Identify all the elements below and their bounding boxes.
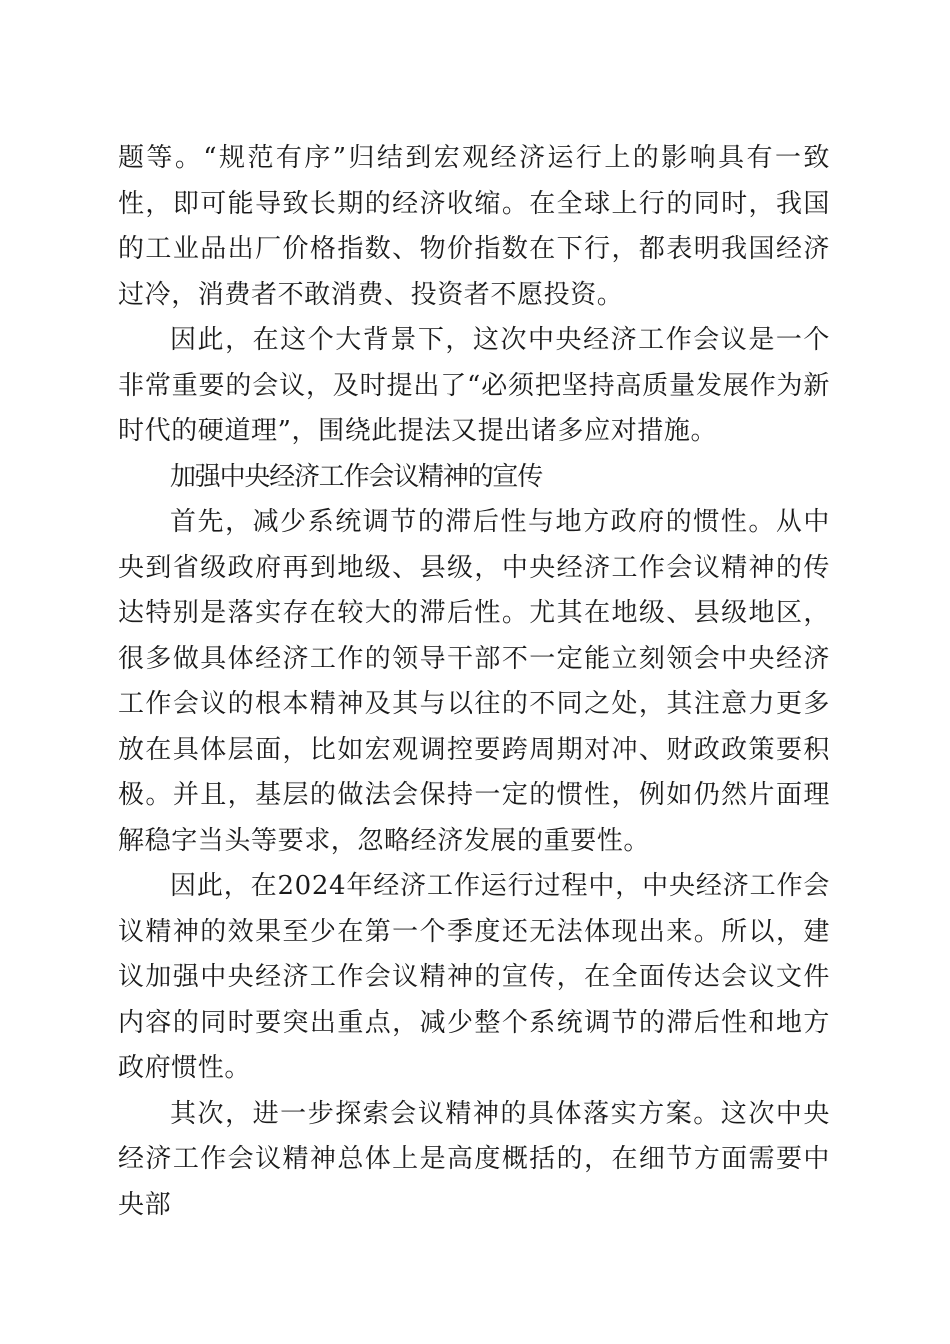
- section-heading: 加强中央经济工作会议精神的宣传: [170, 461, 543, 492]
- paragraph-continuation: 题等。“规范有序”归结到宏观经济运行上的影响具有一致性，即可能导致长期的经济收缩。在全球上行的同时，我国的工业品出厂价格指数、物价指数在下行，都表明我国经济过冷，消费者不敢消费、投资者不愿投资。: [118, 143, 830, 310]
- paragraph-background: 因此，在这个大背景下，这次中央经济工作会议是一个非常重要的会议，及时提出了“必须把坚持高质量发展作为新时代的硬道理”，围绕此提法又提出诸多应对措施。: [118, 325, 830, 446]
- paragraph-conclusion: 因此，在2024年经济工作运行过程中，中央经济工作会议精神的效果至少在第一个季度还无法体现出来。所以，建议加强中央经济工作会议精神的宣传，在全面传达会议文件内容的同时要突出重点，减少整个系统调节的滞后性和地方政府惯性。: [118, 871, 830, 1083]
- paragraph-second-point: 其次，进一步探索会议精神的具体落实方案。这次中央经济工作会议精神总体上是高度概括的，在细节方面需要中央部: [118, 1098, 830, 1220]
- document-body: [118, 136, 830, 1228]
- paragraph-first-point: 首先，减少系统调节的滞后性与地方政府的惯性。从中央到省级政府再到地级、县级，中央经济工作会议精神的传达特别是落实存在较大的滞后性。尤其在地级、县级地区，很多做具体经济工作的领导干部不一定能立刻领会中央经济工作会议的根本精神及其与以往的不同之处，其注意力更多放在具体层面，比如宏观调控要跨周期对冲、财政政策要积极。并且，基层的做法会保持一定的惯性，例如仍然片面理解稳字当头等要求，忽略经济发展的重要性。: [118, 507, 830, 856]
